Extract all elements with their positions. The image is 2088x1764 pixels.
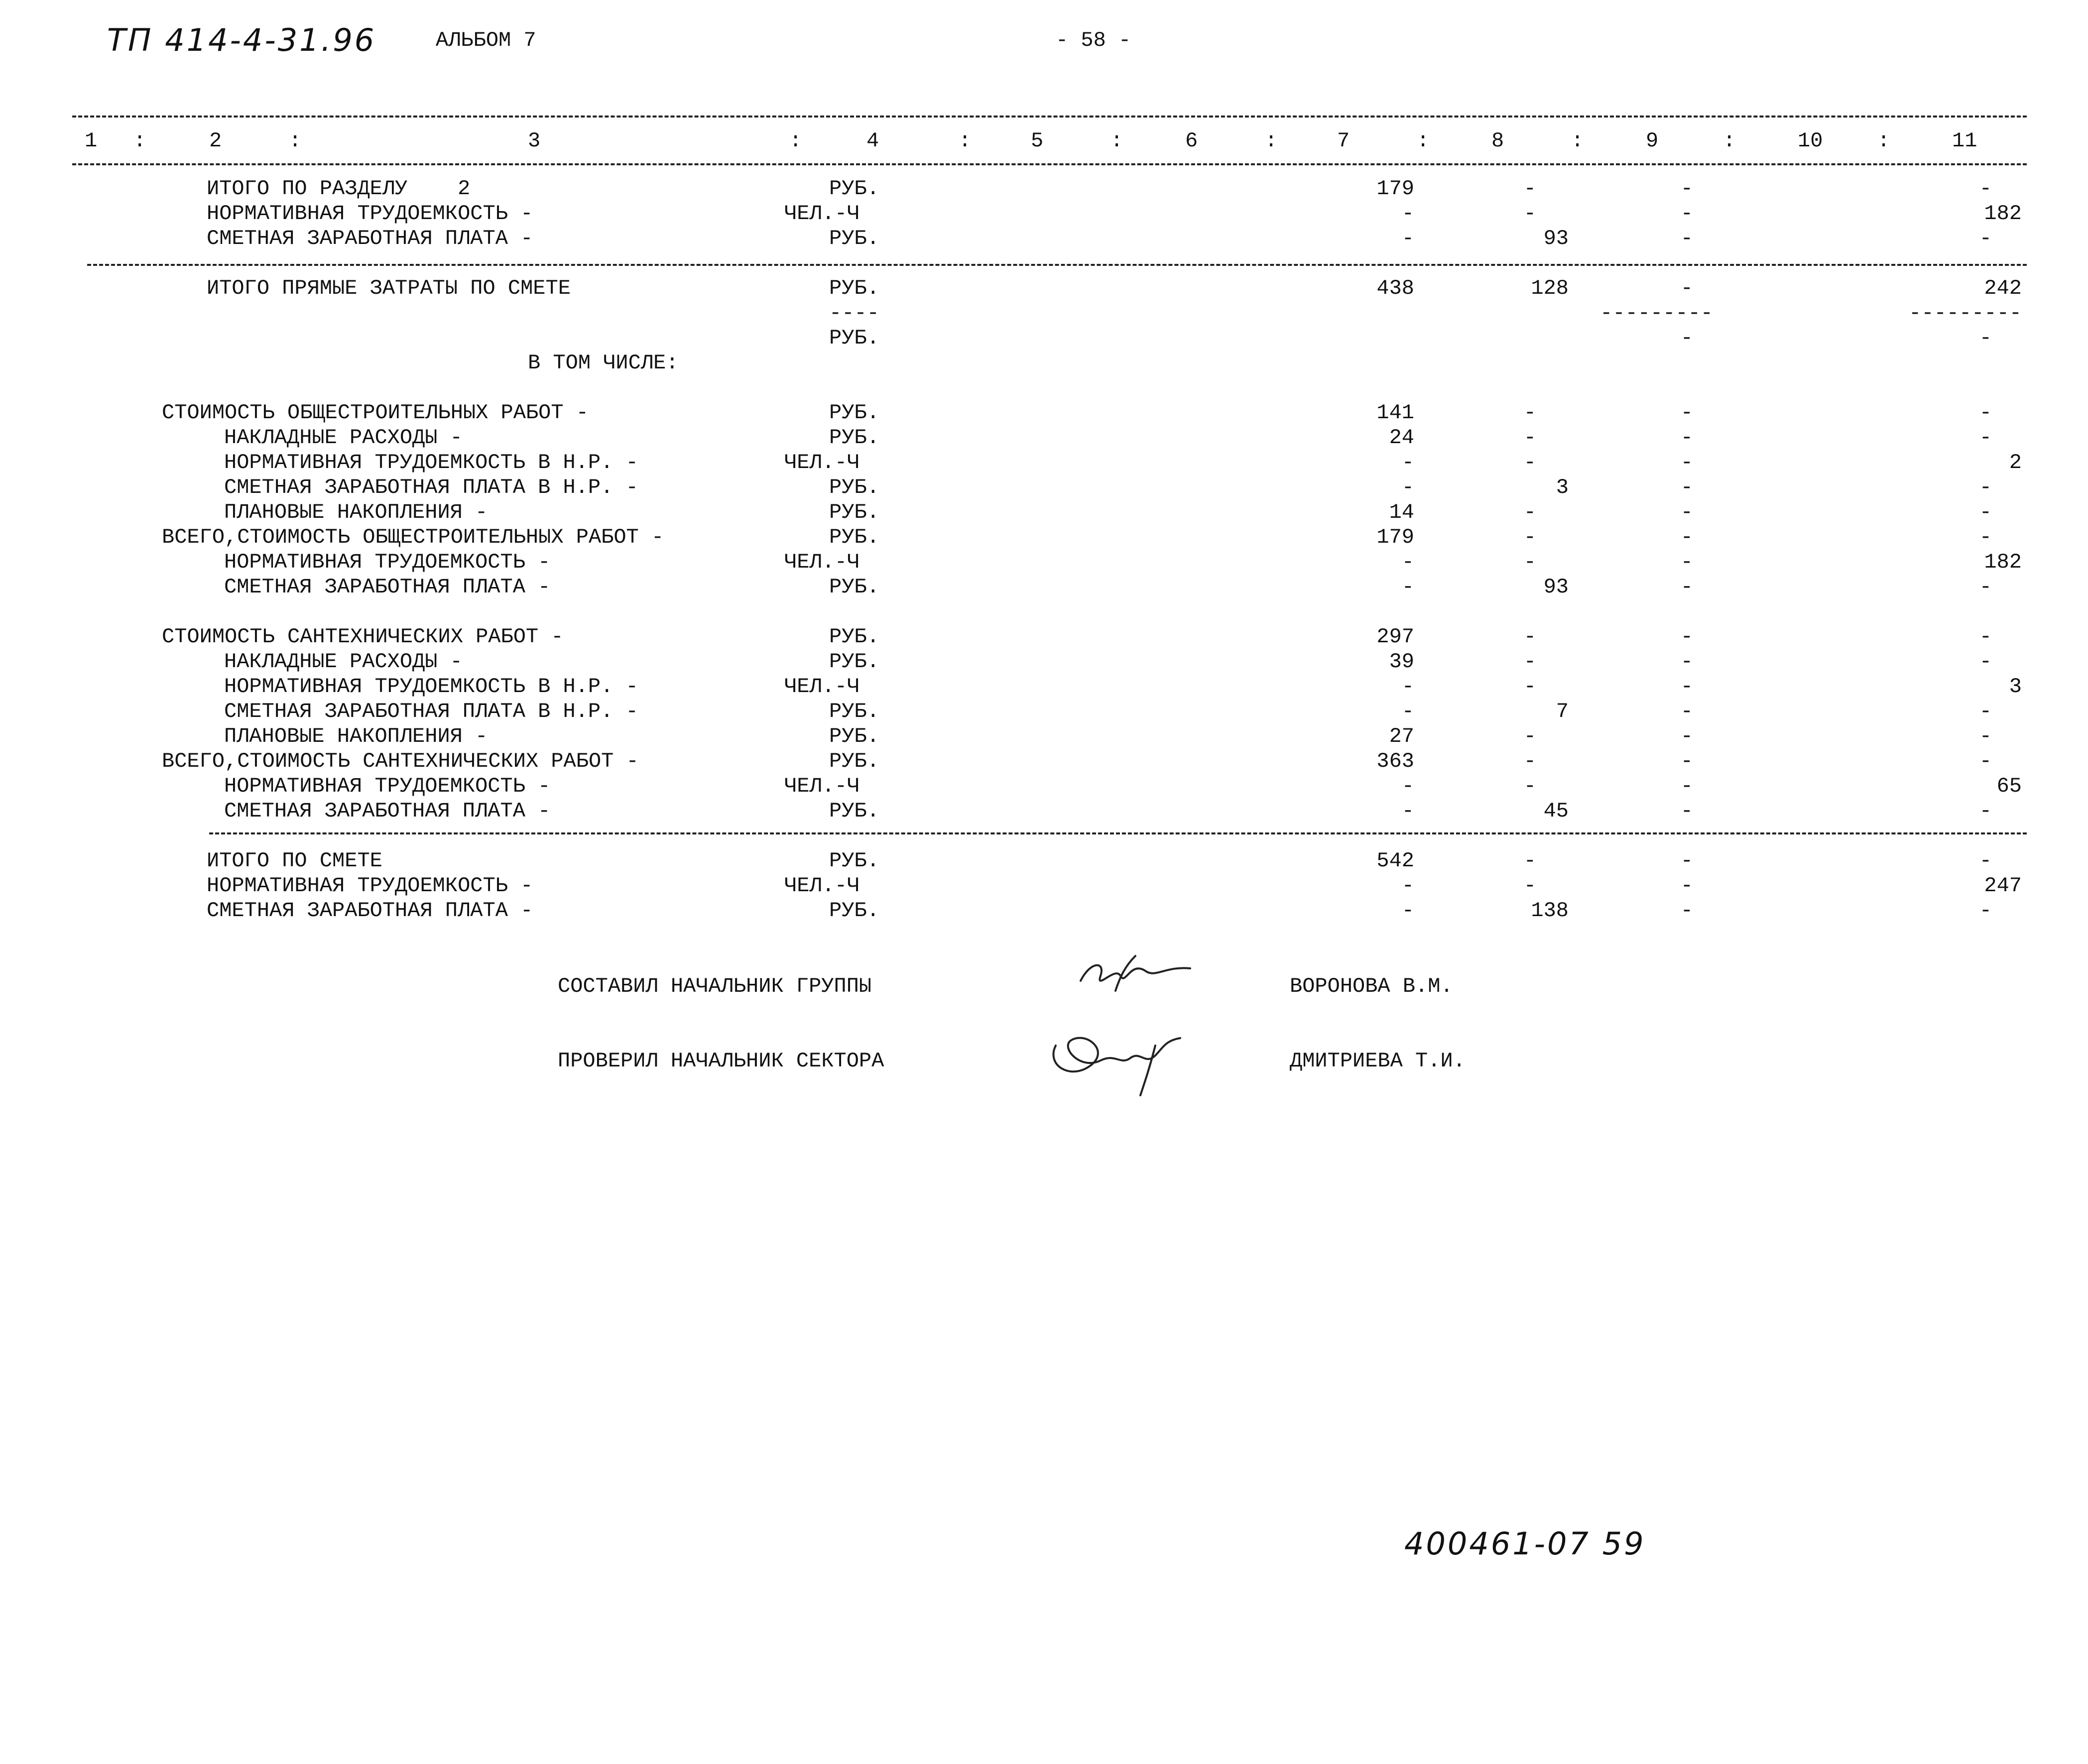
row-label: НАКЛАДНЫЕ РАСХОДЫ - bbox=[224, 650, 463, 674]
cell-col11: 65 bbox=[1996, 774, 2022, 798]
cell-col11: - bbox=[1979, 525, 1992, 549]
page-number: - 58 - bbox=[1056, 28, 1131, 52]
cell-col11: - bbox=[1979, 227, 1992, 250]
cell-col11: - bbox=[1979, 401, 1992, 425]
cell-col11: - bbox=[1979, 749, 1992, 773]
row-unit: РУБ. bbox=[829, 799, 879, 823]
row-unit: ЧЕЛ.-Ч bbox=[784, 202, 860, 226]
row-label: СМЕТНАЯ ЗАРАБОТНАЯ ПЛАТА - bbox=[224, 799, 551, 823]
row-label: ИТОГО ПРЯМЫЕ ЗАТРАТЫ ПО СМЕТЕ bbox=[207, 276, 571, 300]
row-unit: РУБ. bbox=[829, 475, 879, 499]
cell-col11: - bbox=[1979, 650, 1992, 674]
cell-col11: 242 bbox=[1984, 276, 2022, 300]
cell-col7: 179 bbox=[1376, 177, 1414, 201]
cell-col7: 27 bbox=[1389, 724, 1414, 748]
row-label: НАКЛАДНЫЕ РАСХОДЫ - bbox=[224, 426, 463, 450]
column-separator: : bbox=[1571, 129, 1584, 153]
column-separator: : bbox=[289, 129, 302, 153]
section-rule bbox=[209, 832, 2027, 834]
cell-col11: - bbox=[1979, 575, 1992, 599]
row-unit: ЧЕЛ.-Ч bbox=[784, 874, 860, 898]
cell-col7: - bbox=[1401, 451, 1414, 474]
doc-code: ТП 414-4-31.96 bbox=[107, 22, 376, 58]
row-unit: РУБ. bbox=[829, 426, 879, 450]
cell-col7: - bbox=[1401, 774, 1414, 798]
cell-col8: 45 bbox=[1543, 799, 1569, 823]
cell-col9: - bbox=[1680, 874, 1693, 898]
section-rule bbox=[87, 264, 2027, 266]
cell-col8: - bbox=[1523, 849, 1536, 873]
cell-col11: - bbox=[1979, 426, 1992, 450]
column-separator: : bbox=[1110, 129, 1123, 153]
cell-col11: - bbox=[1979, 724, 1992, 748]
cell-col11: --------- bbox=[1909, 301, 2022, 325]
row-unit: ЧЕЛ.-Ч bbox=[784, 451, 860, 474]
cell-col8: - bbox=[1523, 177, 1536, 201]
cell-col7: - bbox=[1401, 675, 1414, 699]
row-label: ВСЕГО,СТОИМОСТЬ ОБЩЕСТРОИТЕЛЬНЫХ РАБОТ - bbox=[162, 525, 664, 549]
cell-col9: - bbox=[1680, 177, 1693, 201]
row-unit: РУБ. bbox=[829, 227, 879, 250]
cell-col8: - bbox=[1523, 874, 1536, 898]
row-label: ПЛАНОВЫЕ НАКОПЛЕНИЯ - bbox=[224, 724, 488, 748]
cell-col7: - bbox=[1401, 799, 1414, 823]
cell-col11: 3 bbox=[2009, 675, 2022, 699]
cell-col9: - bbox=[1680, 774, 1693, 798]
column-header-4: 4 bbox=[866, 129, 879, 153]
cell-col8: - bbox=[1523, 500, 1536, 524]
cell-col8: - bbox=[1523, 426, 1536, 450]
row-unit: ЧЕЛ.-Ч bbox=[784, 675, 860, 699]
row-unit: ---- bbox=[829, 301, 879, 325]
cell-col11: - bbox=[1979, 625, 1992, 649]
cell-col11: 2 bbox=[2009, 451, 2022, 474]
cell-col7: - bbox=[1401, 475, 1414, 499]
inventory-stamp: 400461-07 59 bbox=[1404, 1526, 1646, 1562]
cell-col8: - bbox=[1523, 202, 1536, 226]
row-label: СТОИМОСТЬ САНТЕХНИЧЕСКИХ РАБОТ - bbox=[162, 625, 564, 649]
cell-col9: - bbox=[1680, 326, 1693, 350]
cell-col9: - bbox=[1680, 849, 1693, 873]
cell-col8: - bbox=[1523, 675, 1536, 699]
cell-col8: 138 bbox=[1531, 899, 1569, 923]
cell-col7: 141 bbox=[1376, 401, 1414, 425]
cell-col8: 7 bbox=[1556, 700, 1569, 723]
row-label: НОРМАТИВНАЯ ТРУДОЕМКОСТЬ В Н.Р. - bbox=[224, 675, 638, 699]
cell-col11: - bbox=[1979, 899, 1992, 923]
row-label: НОРМАТИВНАЯ ТРУДОЕМКОСТЬ В Н.Р. - bbox=[224, 451, 638, 474]
cell-col7: - bbox=[1401, 202, 1414, 226]
cell-col8: - bbox=[1523, 550, 1536, 574]
cell-col7: - bbox=[1401, 575, 1414, 599]
row-label: ПЛАНОВЫЕ НАКОПЛЕНИЯ - bbox=[224, 500, 488, 524]
column-header-2: 2 bbox=[209, 129, 222, 153]
cell-col9: - bbox=[1680, 451, 1693, 474]
row-unit: РУБ. bbox=[829, 500, 879, 524]
cell-col9: - bbox=[1680, 500, 1693, 524]
column-separator: : bbox=[133, 129, 146, 153]
cell-col11: 182 bbox=[1984, 550, 2022, 574]
column-header-3: 3 bbox=[528, 129, 541, 153]
cell-col7: - bbox=[1401, 874, 1414, 898]
checked-by-role: ПРОВЕРИЛ НАЧАЛЬНИК СЕКТОРА bbox=[558, 1049, 884, 1073]
row-unit: РУБ. bbox=[829, 525, 879, 549]
row-label: СМЕТНАЯ ЗАРАБОТНАЯ ПЛАТА В Н.Р. - bbox=[224, 700, 638, 723]
column-separator: : bbox=[1877, 129, 1890, 153]
column-header-10: 10 bbox=[1798, 129, 1823, 153]
cell-col9: - bbox=[1680, 749, 1693, 773]
cell-col9: - bbox=[1680, 625, 1693, 649]
row-unit: РУБ. bbox=[829, 326, 879, 350]
column-header-6: 6 bbox=[1185, 129, 1198, 153]
row-label: СМЕТНАЯ ЗАРАБОТНАЯ ПЛАТА - bbox=[207, 899, 533, 923]
cell-col8: - bbox=[1523, 525, 1536, 549]
column-header-1: 1 bbox=[85, 129, 98, 153]
cell-col9: - bbox=[1680, 724, 1693, 748]
cell-col9: - bbox=[1680, 650, 1693, 674]
cell-col7: 39 bbox=[1389, 650, 1414, 674]
cell-col7: 363 bbox=[1376, 749, 1414, 773]
row-label: НОРМАТИВНАЯ ТРУДОЕМКОСТЬ - bbox=[207, 202, 533, 226]
cell-col8: - bbox=[1523, 774, 1536, 798]
compiled-by-role: СОСТАВИЛ НАЧАЛЬНИК ГРУППЫ bbox=[558, 974, 872, 998]
row-label: ИТОГО ПО РАЗДЕЛУ 2 bbox=[207, 177, 471, 201]
cell-col9: - bbox=[1680, 401, 1693, 425]
cell-col11: 247 bbox=[1984, 874, 2022, 898]
row-label: НОРМАТИВНАЯ ТРУДОЕМКОСТЬ - bbox=[207, 874, 533, 898]
cell-col9: - bbox=[1680, 426, 1693, 450]
cell-col9: - bbox=[1680, 525, 1693, 549]
cell-col7: 438 bbox=[1376, 276, 1414, 300]
cell-col9: - bbox=[1680, 202, 1693, 226]
row-unit: РУБ. bbox=[829, 401, 879, 425]
column-header-8: 8 bbox=[1491, 129, 1504, 153]
row-label: СМЕТНАЯ ЗАРАБОТНАЯ ПЛАТА - bbox=[224, 575, 551, 599]
cell-col11: - bbox=[1979, 326, 1992, 350]
row-unit: РУБ. bbox=[829, 575, 879, 599]
column-separator: : bbox=[1265, 129, 1278, 153]
signature-dmitrieva-icon bbox=[1041, 1016, 1190, 1100]
row-label: НОРМАТИВНАЯ ТРУДОЕМКОСТЬ - bbox=[224, 774, 551, 798]
row-unit: РУБ. bbox=[829, 650, 879, 674]
cell-col11: - bbox=[1979, 849, 1992, 873]
row-unit: РУБ. bbox=[829, 625, 879, 649]
cell-col8: - bbox=[1523, 401, 1536, 425]
row-label: ИТОГО ПО СМЕТЕ bbox=[207, 849, 382, 873]
cell-col7: - bbox=[1401, 550, 1414, 574]
cell-col11: - bbox=[1979, 799, 1992, 823]
row-label: НОРМАТИВНАЯ ТРУДОЕМКОСТЬ - bbox=[224, 550, 551, 574]
cell-col11: - bbox=[1979, 475, 1992, 499]
cell-col8: 3 bbox=[1556, 475, 1569, 499]
row-label: ВСЕГО,СТОИМОСТЬ САНТЕХНИЧЕСКИХ РАБОТ - bbox=[162, 749, 639, 773]
cell-col8: - bbox=[1523, 451, 1536, 474]
row-unit: РУБ. bbox=[829, 724, 879, 748]
row-unit: РУБ. bbox=[829, 849, 879, 873]
row-label: В ТОМ ЧИСЛЕ: bbox=[528, 351, 679, 375]
cell-col7: 24 bbox=[1389, 426, 1414, 450]
cell-col8: - bbox=[1523, 749, 1536, 773]
cell-col7: - bbox=[1401, 899, 1414, 923]
cell-col8: 93 bbox=[1543, 575, 1569, 599]
album-label: АЛЬБОМ 7 bbox=[436, 28, 536, 52]
column-separator: : bbox=[959, 129, 972, 153]
cell-col9: - bbox=[1680, 227, 1693, 250]
column-header-5: 5 bbox=[1031, 129, 1044, 153]
cell-col11: - bbox=[1979, 177, 1992, 201]
row-label: СМЕТНАЯ ЗАРАБОТНАЯ ПЛАТА В Н.Р. - bbox=[224, 475, 638, 499]
cell-col11: - bbox=[1979, 700, 1992, 723]
row-unit: РУБ. bbox=[829, 899, 879, 923]
row-unit: РУБ. bbox=[829, 700, 879, 723]
cell-col7: 179 bbox=[1376, 525, 1414, 549]
cell-col11: 182 bbox=[1984, 202, 2022, 226]
cell-col8: - bbox=[1523, 724, 1536, 748]
column-separator: : bbox=[1417, 129, 1430, 153]
row-label: СМЕТНАЯ ЗАРАБОТНАЯ ПЛАТА - bbox=[207, 227, 533, 250]
header-rule-bottom bbox=[72, 163, 2027, 165]
cell-col8: - bbox=[1523, 650, 1536, 674]
cell-col9: - bbox=[1680, 475, 1693, 499]
cell-col9: - bbox=[1680, 276, 1693, 300]
cell-col7: 297 bbox=[1376, 625, 1414, 649]
header-rule-top bbox=[72, 116, 2027, 118]
signature-voronova-icon bbox=[1071, 946, 1200, 1016]
column-header-11: 11 bbox=[1952, 129, 1977, 153]
cell-col9: --------- bbox=[1600, 301, 1713, 325]
cell-col8: 128 bbox=[1531, 276, 1569, 300]
row-unit: РУБ. bbox=[829, 749, 879, 773]
column-separator: : bbox=[789, 129, 802, 153]
cell-col7: - bbox=[1401, 227, 1414, 250]
cell-col9: - bbox=[1680, 575, 1693, 599]
cell-col11: - bbox=[1979, 500, 1992, 524]
column-header-9: 9 bbox=[1646, 129, 1659, 153]
cell-col7: 542 bbox=[1376, 849, 1414, 873]
checked-by-name: ДМИТРИЕВА Т.И. bbox=[1290, 1049, 1466, 1073]
cell-col7: - bbox=[1401, 700, 1414, 723]
cell-col9: - bbox=[1680, 550, 1693, 574]
cell-col9: - bbox=[1680, 675, 1693, 699]
row-unit: РУБ. bbox=[829, 276, 879, 300]
row-unit: РУБ. bbox=[829, 177, 879, 201]
row-unit: ЧЕЛ.-Ч bbox=[784, 774, 860, 798]
cell-col7: 14 bbox=[1389, 500, 1414, 524]
cell-col9: - bbox=[1680, 700, 1693, 723]
cell-col9: - bbox=[1680, 899, 1693, 923]
row-unit: ЧЕЛ.-Ч bbox=[784, 550, 860, 574]
cell-col9: - bbox=[1680, 799, 1693, 823]
cell-col8: 93 bbox=[1543, 227, 1569, 250]
column-header-7: 7 bbox=[1337, 129, 1350, 153]
column-separator: : bbox=[1723, 129, 1736, 153]
cell-col8: - bbox=[1523, 625, 1536, 649]
compiled-by-name: ВОРОНОВА В.М. bbox=[1290, 974, 1453, 998]
row-label: СТОИМОСТЬ ОБЩЕСТРОИТЕЛЬНЫХ РАБОТ - bbox=[162, 401, 589, 425]
